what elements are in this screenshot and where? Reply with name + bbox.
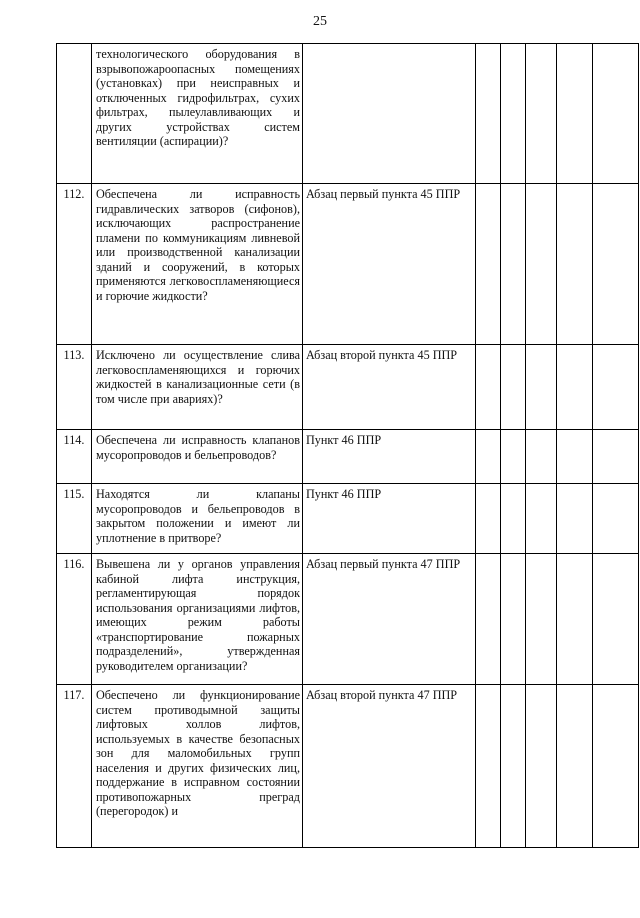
row-number: 113. — [57, 345, 92, 430]
answer-yes-cell[interactable] — [476, 345, 501, 430]
answer-na-cell[interactable] — [526, 345, 557, 430]
row-number: 117. — [57, 685, 92, 848]
answer-yes-cell[interactable] — [476, 44, 501, 184]
question-text: Обеспечено ли функционирование систем противодымной защиты лифтовых холлов лифтов, используемых в качестве безопасных зон для маломобильных групп населения и других физических лиц, поддержание в исправном состоянии противопожарных преград (перегородок) и — [92, 685, 303, 848]
page-number: 25 — [313, 14, 327, 29]
question-text: Обеспечена ли исправность клапанов мусоропроводов и бельепроводов? — [92, 430, 303, 484]
answer-na-cell[interactable] — [526, 554, 557, 685]
question-text: технологического оборудования в взрывопожароопасных помещениях (установках) при неисправных и отключенных гидрофильтрах, сухих фильтрах, пылеулавливающих и других устройствах систем вентиляции (аспирации)? — [92, 44, 303, 184]
reference-text: Абзац второй пункта 47 ППР — [303, 685, 476, 848]
notes-cell[interactable] — [593, 345, 639, 430]
table-row — [57, 685, 639, 848]
row-number — [57, 44, 92, 184]
reference-text: Абзац первый пункта 47 ППР — [303, 554, 476, 685]
answer-no-cell[interactable] — [501, 44, 526, 184]
table-row — [57, 44, 639, 184]
row-number: 112. — [57, 184, 92, 345]
answer-no-cell[interactable] — [501, 685, 526, 848]
question-text: Вывешена ли у органов управления кабиной лифта инструкция, регламентирующая порядок использования организациями лифтов, имеющих режим работы «транспортирование пожарных подразделений», утвержденная руководителем организации? — [92, 554, 303, 685]
answer-yes-cell[interactable] — [476, 484, 501, 554]
answer-na-cell[interactable] — [526, 44, 557, 184]
answer-extra-cell[interactable] — [557, 484, 593, 554]
answer-na-cell[interactable] — [526, 184, 557, 345]
answer-na-cell[interactable] — [526, 685, 557, 848]
question-text: Находятся ли клапаны мусоропроводов и бельепроводов в закрытом положении и имеют ли уплотнение в притворе? — [92, 484, 303, 554]
reference-text: Абзац второй пункта 45 ППР — [303, 345, 476, 430]
checklist-table — [56, 43, 639, 848]
answer-extra-cell[interactable] — [557, 184, 593, 345]
answer-yes-cell[interactable] — [476, 430, 501, 484]
notes-cell[interactable] — [593, 685, 639, 848]
answer-extra-cell[interactable] — [557, 430, 593, 484]
answer-extra-cell[interactable] — [557, 345, 593, 430]
notes-cell[interactable] — [593, 184, 639, 345]
answer-extra-cell[interactable] — [557, 44, 593, 184]
table-row — [57, 484, 639, 554]
notes-cell[interactable] — [593, 430, 639, 484]
row-number: 116. — [57, 554, 92, 685]
table-row — [57, 184, 639, 345]
answer-yes-cell[interactable] — [476, 184, 501, 345]
answer-no-cell[interactable] — [501, 554, 526, 685]
answer-na-cell[interactable] — [526, 430, 557, 484]
answer-no-cell[interactable] — [501, 430, 526, 484]
reference-text: Пункт 46 ППР — [303, 430, 476, 484]
answer-extra-cell[interactable] — [557, 554, 593, 685]
answer-extra-cell[interactable] — [557, 685, 593, 848]
notes-cell[interactable] — [593, 554, 639, 685]
answer-yes-cell[interactable] — [476, 685, 501, 848]
answer-no-cell[interactable] — [501, 484, 526, 554]
question-text: Исключено ли осуществление слива легковоспламеняющихся и горючих жидкостей в канализационные сети (в том числе при авариях)? — [92, 345, 303, 430]
table-row — [57, 345, 639, 430]
table-row — [57, 554, 639, 685]
row-number: 115. — [57, 484, 92, 554]
answer-no-cell[interactable] — [501, 345, 526, 430]
reference-text: Пункт 46 ППР — [303, 484, 476, 554]
table-row — [57, 430, 639, 484]
notes-cell[interactable] — [593, 484, 639, 554]
row-number: 114. — [57, 430, 92, 484]
answer-no-cell[interactable] — [501, 184, 526, 345]
reference-text — [303, 44, 476, 184]
question-text: Обеспечена ли исправность гидравлических затворов (сифонов), исключающих распространение пламени по коммуникациям ливневой или производственной канализации зданий и сооружений, в которых применяются легковоспламеняющиеся и горючие жидкости? — [92, 184, 303, 345]
reference-text: Абзац первый пункта 45 ППР — [303, 184, 476, 345]
answer-yes-cell[interactable] — [476, 554, 501, 685]
answer-na-cell[interactable] — [526, 484, 557, 554]
notes-cell[interactable] — [593, 44, 639, 184]
